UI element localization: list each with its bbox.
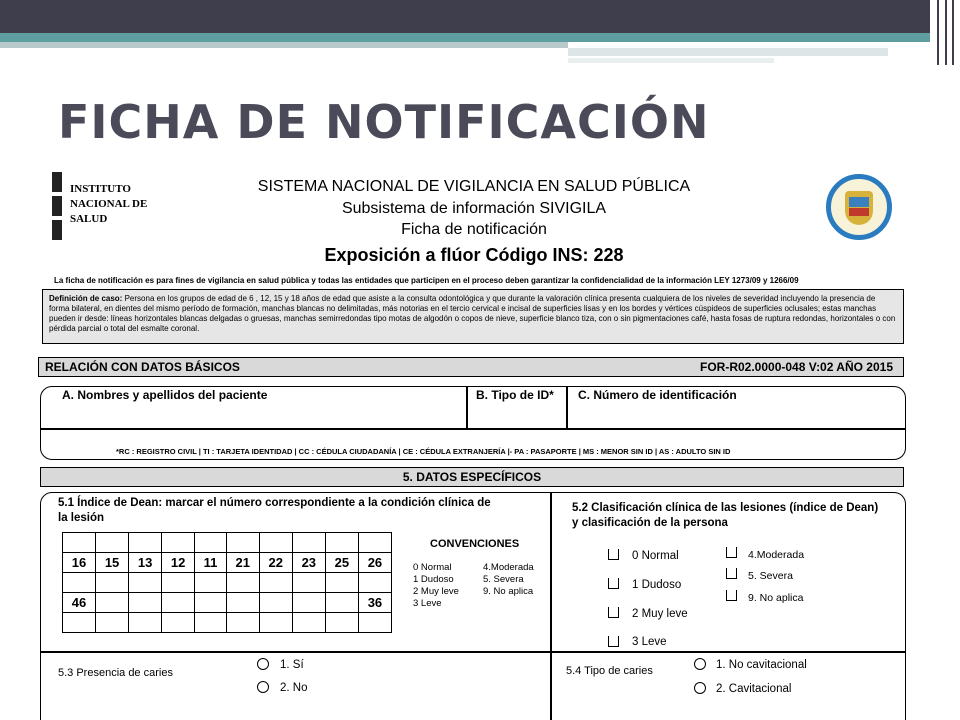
id-type-footnote: *RC : REGISTRO CIVIL | TI : TARJETA IDENTIDAD | CC : CÉDULA CIUDADANÍA | CE : CÉDULA EXTRANJERÍA |- PA : PASAPORTE | MS : MENOR SIN ID | AS : ADULTO SIN ID <box>116 447 731 456</box>
dean-title-cont: la lesión <box>58 512 105 524</box>
divider <box>41 651 905 653</box>
grid-cell <box>226 573 259 593</box>
cavitational-label: 2. Cavitacional <box>716 683 792 695</box>
slide-vertical-line <box>952 0 954 65</box>
grid-cell <box>358 573 391 593</box>
grid-cell <box>259 533 292 553</box>
tooth-21: 21 <box>226 553 259 573</box>
classification-checkbox-1[interactable] <box>608 578 619 589</box>
cavitational-radio[interactable] <box>694 682 706 694</box>
convention-item: 3 Leve <box>413 598 442 609</box>
caries-no-radio[interactable] <box>257 681 269 693</box>
slide-title: FICHA DE NOTIFICACIÓN <box>58 95 710 149</box>
grid-cell <box>96 533 129 553</box>
classification-title: 5.2 Clasificación clínica de las lesiones (índice de Dean) <box>572 502 879 514</box>
grid-cell <box>63 533 96 553</box>
tooth-46: 46 <box>63 593 96 613</box>
classification-checkbox-2[interactable] <box>608 607 619 618</box>
grid-cell <box>325 573 358 593</box>
grid-cell <box>325 593 358 613</box>
tooth-11: 11 <box>195 553 227 573</box>
slide-vertical-line <box>937 0 939 65</box>
classification-label: 1 Dudoso <box>632 579 682 591</box>
convention-item: 9. No aplica <box>483 586 534 597</box>
notification-form <box>36 166 912 720</box>
divider <box>566 387 568 430</box>
grid-cell <box>129 533 162 553</box>
non-cavitational-label: 1. No cavitacional <box>716 659 807 671</box>
grid-cell <box>259 593 292 613</box>
convention-item: 0 Normal <box>413 562 452 573</box>
tooth-36: 36 <box>358 593 391 613</box>
case-definition <box>42 289 904 344</box>
tooth-13: 13 <box>129 553 162 573</box>
classification-checkbox-0[interactable] <box>608 549 619 560</box>
basic-data-band <box>38 357 904 377</box>
classification-checkbox-9[interactable] <box>726 590 737 601</box>
grid-cell <box>292 613 325 633</box>
case-definition-text: Persona en los grupos de edad de 6 , 12, 15 y 18 años de edad que asiste a la consulta odontológica y que durante la valoración clínica presenta cualquiera de los niveles de severidad incluyendo la presencia de forma bilateral, en dientes del mismo período de formación, manchas blancas no delimitadas, más notorias en el tercio cervical e incisal de superficies lisas y en los bordes y vértices cúspideos de superficies oclusales; estas manchas pueden ir desde: líneas horizontales blancas delgadas o gruesas, manchas semirredondas tipo motas de algodón o copos de nieve, superficie blanco tiza, con o sin pigmentaciones café, hasta fosas de ruptura redondas, horizontales o con pérdida parcial o total del esmalte coronal. <box>49 294 896 333</box>
conventions-title: CONVENCIONES <box>430 538 520 550</box>
tooth-22: 22 <box>259 553 292 573</box>
classification-checkbox-4[interactable] <box>726 547 737 558</box>
caries-no-label: 2. No <box>280 682 308 694</box>
dean-title: 5.1 Índice de Dean: marcar el número correspondiente a la condición clínica de <box>58 497 491 509</box>
tooth-25: 25 <box>325 553 358 573</box>
header-subsystem: Subsistema de información SIVIGILA <box>341 200 607 217</box>
header-system: SISTEMA NACIONAL DE VIGILANCIA EN SALUD PÚBLICA <box>257 178 691 195</box>
grid-cell <box>259 613 292 633</box>
grid-cell <box>259 573 292 593</box>
non-cavitational-radio[interactable] <box>694 658 706 670</box>
case-definition-label: Definición de caso: <box>49 294 123 303</box>
convention-item: 1 Dudoso <box>413 574 454 585</box>
grid-cell <box>63 573 96 593</box>
grid-cell <box>195 593 227 613</box>
caries-yes-label: 1. Sí <box>280 659 304 671</box>
classification-label: 3 Leve <box>632 636 667 648</box>
grid-cell <box>195 533 227 553</box>
form-code: FOR-R02.0000-048 V:02 AÑO 2015 <box>700 360 893 374</box>
grid-cell <box>292 533 325 553</box>
tooth-12: 12 <box>162 553 195 573</box>
grid-cell <box>129 613 162 633</box>
id-number-label: C. Número de identificación <box>578 388 737 402</box>
slide-grey-bar <box>0 42 568 48</box>
classification-title-cont: y clasificación de la persona <box>572 517 728 529</box>
grid-cell <box>292 593 325 613</box>
classification-label: 9. No aplica <box>748 592 804 604</box>
divider <box>466 387 468 430</box>
convention-item: 4.Moderada <box>483 562 534 573</box>
grid-cell <box>195 613 227 633</box>
classification-checkbox-5[interactable] <box>726 568 737 579</box>
dean-teeth-grid <box>62 532 392 633</box>
tooth-26: 26 <box>358 553 391 573</box>
tooth-23: 23 <box>292 553 325 573</box>
grid-cell <box>162 533 195 553</box>
colombia-seal-icon <box>826 174 892 240</box>
patient-name-label: A. Nombres y apellidos del paciente <box>62 388 268 402</box>
grid-cell <box>96 593 129 613</box>
header-form-type: Ficha de notificación <box>401 221 547 238</box>
classification-label: 4.Moderada <box>748 549 805 561</box>
grid-cell <box>325 613 358 633</box>
confidentiality-notice: La ficha de notificación es para fines de vigilancia en salud pública y todas las entidades que participen en el proceso deben garantizar la confidencialidad de la información LEY 1273/09 y 1266/09 <box>54 276 799 285</box>
classification-label: 5. Severa <box>748 570 793 582</box>
grid-cell <box>325 533 358 553</box>
grid-cell <box>292 573 325 593</box>
tooth-15: 15 <box>96 553 129 573</box>
grid-cell <box>226 613 259 633</box>
ins-logo-text: INSTITUTO NACIONAL DE SALUD <box>70 183 148 225</box>
convention-item: 5. Severa <box>483 574 524 585</box>
grid-cell <box>162 593 195 613</box>
grid-cell <box>96 613 129 633</box>
specific-data-band <box>40 467 904 487</box>
grid-cell <box>129 593 162 613</box>
classification-label: 2 Muy leve <box>632 608 688 620</box>
caries-presence-label: 5.3 Presencia de caries <box>58 667 173 679</box>
tooth-16: 16 <box>63 553 96 573</box>
grid-cell <box>358 533 391 553</box>
classification-checkbox-3[interactable] <box>608 636 619 647</box>
basic-data-title: RELACIÓN CON DATOS BÁSICOS <box>45 360 240 374</box>
divider <box>550 493 552 720</box>
classification-label: 0 Normal <box>632 550 679 562</box>
grid-cell <box>96 573 129 593</box>
convention-item: 2 Muy leve <box>413 586 459 597</box>
grid-cell <box>195 573 227 593</box>
slide-teal-bar <box>0 33 930 42</box>
form-header <box>36 176 912 270</box>
caries-type-label: 5.4 Tipo de caries <box>566 665 653 677</box>
slide-grey-bar <box>568 48 888 56</box>
id-type-label: B. Tipo de ID* <box>476 388 554 402</box>
caries-yes-radio[interactable] <box>257 658 269 670</box>
grid-cell <box>226 593 259 613</box>
slide-top-bar <box>0 0 930 33</box>
grid-cell <box>129 573 162 593</box>
specific-data-title: 5. DATOS ESPECÍFICOS <box>402 470 542 484</box>
grid-cell <box>63 613 96 633</box>
grid-cell <box>162 613 195 633</box>
grid-cell <box>358 613 391 633</box>
slide-grey-bar <box>568 58 774 63</box>
slide-vertical-line <box>945 0 947 65</box>
grid-cell <box>162 573 195 593</box>
grid-cell <box>226 533 259 553</box>
divider <box>41 428 905 430</box>
header-event: Exposición a flúor Código INS: 228 <box>324 245 624 265</box>
